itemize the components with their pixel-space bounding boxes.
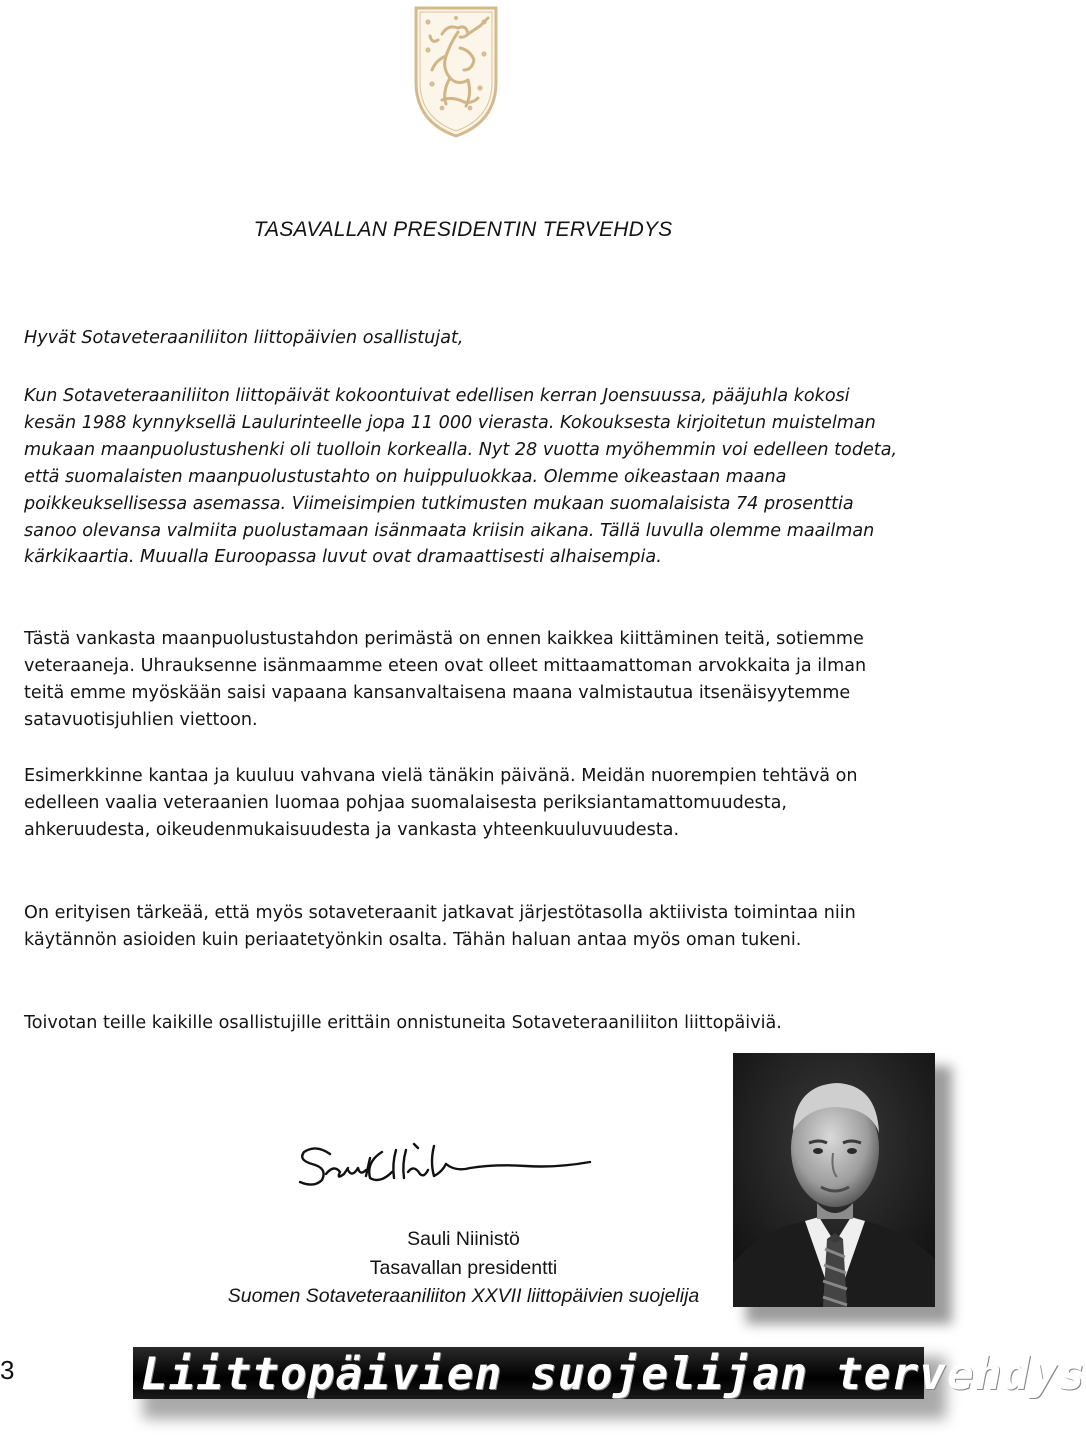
- handwritten-signature: [296, 1134, 596, 1192]
- paragraph-4: On erityisen tärkeää, että myös sotaveteraanit jatkavat järjestötasolla aktiivista toimintaa niin käytännön asioiden kuin periaatetyönkin osalta. Tähän haluan antaa myös oman tukeni.: [24, 903, 856, 950]
- greeting: [24, 325, 904, 352]
- page-number: 3: [0, 1355, 15, 1385]
- coat-of-arms-emblem: [412, 4, 500, 140]
- page-heading: TASAVALLAN PRESIDENTIN TERVEHDYS: [253, 218, 673, 241]
- signer-role: Suomen Sotaveteraaniliiton XXVII liittopäivien suojelija: [227, 1285, 700, 1307]
- signer-name: Sauli Niinistö: [407, 1228, 520, 1250]
- signer-block: [196, 1225, 731, 1311]
- paragraph-2: Tästä vankasta maanpuolustustahdon perimästä on ennen kaikkea kiittäminen teitä, sotiemme veteraaneja. Uhrauksenne isänmaamme eteen ovat olleet mittaamattoman arvokkaita ja ilman teitä emme myöskään saisi vapaana kansanvaltaisena maana valmistautua itsenäisyytemme satavuotisjuhlien viettoon.: [24, 629, 867, 730]
- banner-title: Liittopäivien suojelijan tervehdys: [141, 1349, 1086, 1400]
- paragraph-1-text: Kun Sotaveteraaniliiton liittopäivät kokoontuivat edellisen kerran Joensuussa, pääjuhla kokosi kesän 1988 kynnyksellä Laulurinteelle jopa 11 000 vierasta. Kokouksesta kirjoitetun muistelman mukaan maanpuolustushenki oli tuolloin korkealla. Nyt 28 vuotta myöhemmin voi edelleen todeta, että suomalaisten maanpuolustustahto on huippuluokkaa. Olemme oikeastaan maana poikkeuksellisessa asemassa. Viimeisimpien tutkimusten mukaan suomalaisista 74 prosenttia sanoo olevansa valmiita puolustamaan isänmaata kriisin aikana. Tällä luvulla olemme maailman kärkikaartia. Muualla Euroopassa luvut ovat dramaattisesti alhaisempia.: [24, 386, 898, 568]
- section-banner: [133, 1347, 1086, 1400]
- signer-title: Tasavallan presidentti: [369, 1256, 558, 1279]
- paragraph-1: [24, 383, 904, 571]
- president-portrait-photo: [733, 1053, 935, 1307]
- greeting-text: Hyvät Sotaveteraaniliiton liittopäivien osallistujat,: [24, 328, 464, 348]
- paragraph-5: Toivotan teille kaikille osallistujille erittäin onnistuneita Sotaveteraaniliiton liittopäiviä.: [24, 1013, 782, 1033]
- paragraph-3: Esimerkkinne kantaa ja kuuluu vahvana vielä tänäkin päivänä. Meidän nuorempien tehtävä on edelleen vaalia veteraanien luomaa pohjaa suomalaisesta periksiantamattomuudesta, ahkeruudesta, oikeudenmukaisuudesta ja vankasta yhteenkuuluvuudesta.: [24, 766, 858, 840]
